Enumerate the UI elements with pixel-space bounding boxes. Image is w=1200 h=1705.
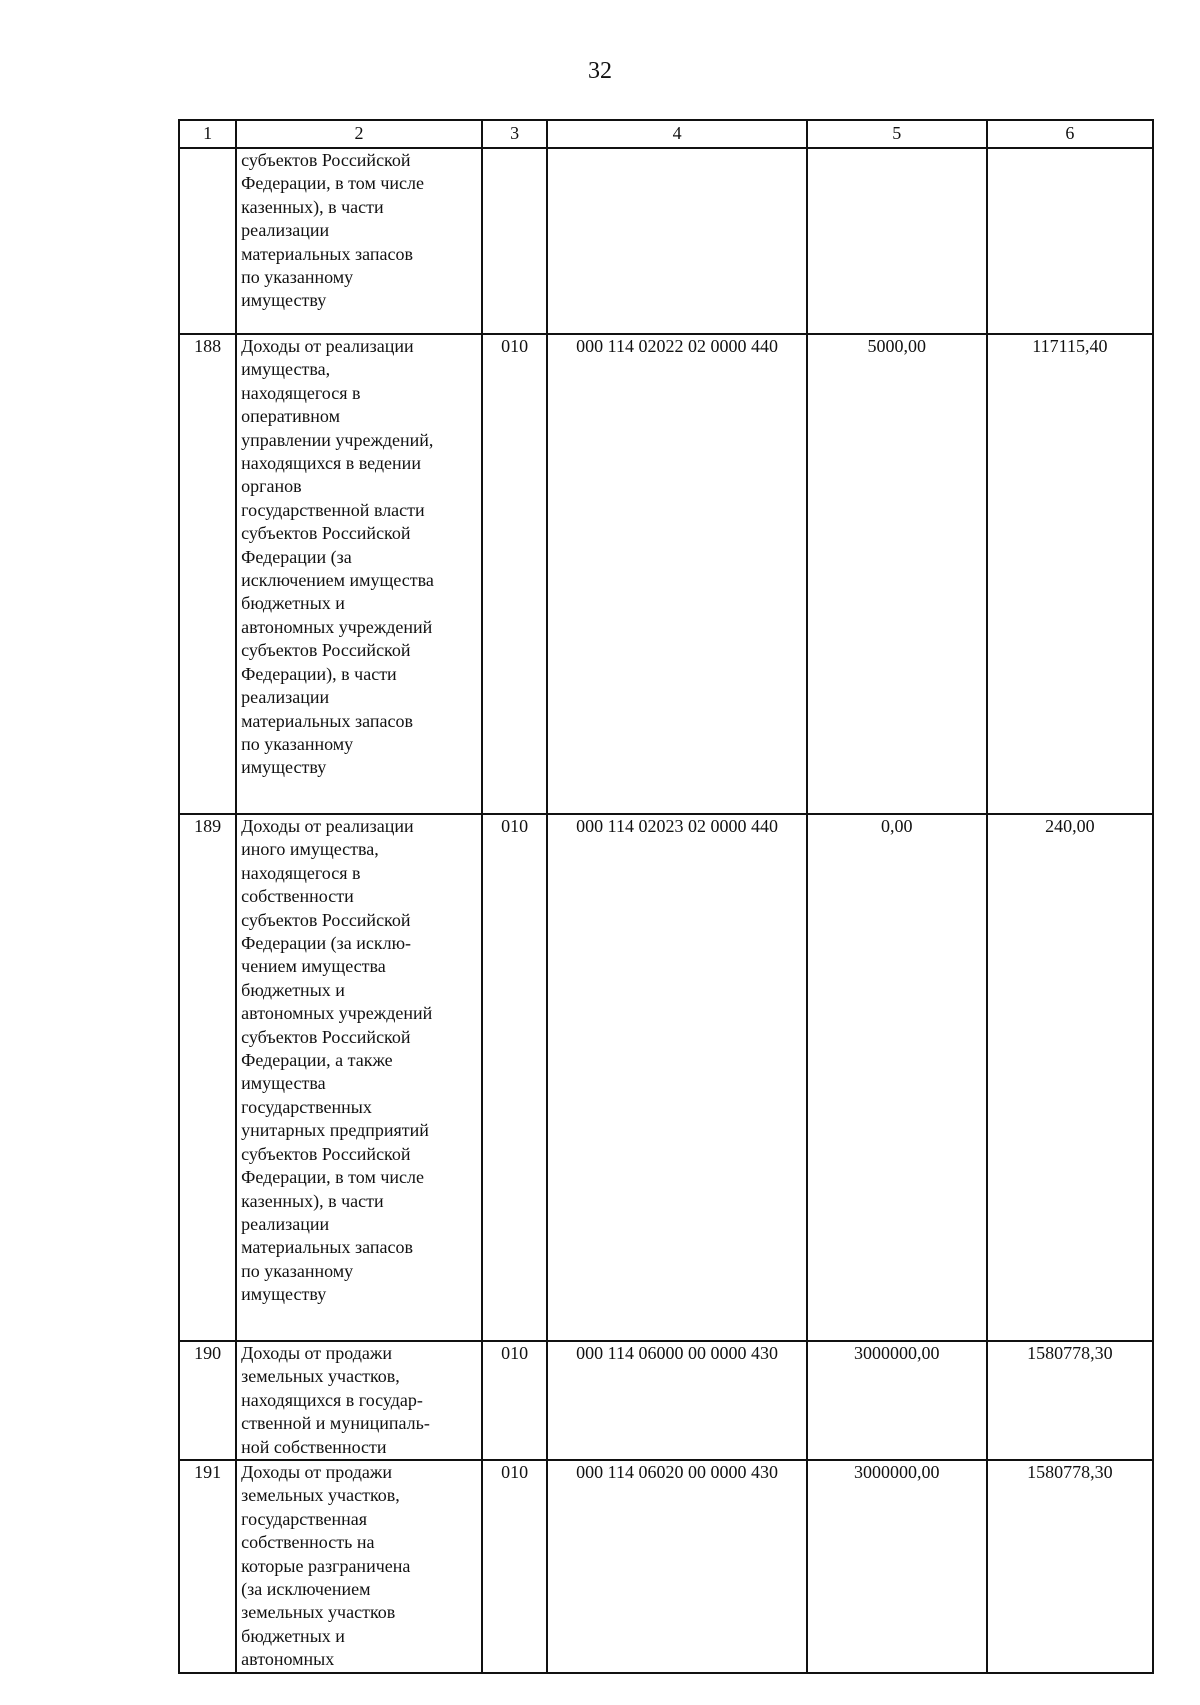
row-admin-code: 010 <box>482 334 548 814</box>
row-admin-code <box>482 148 548 334</box>
table-row <box>179 814 1153 1341</box>
row-number: 191 <box>179 1460 236 1673</box>
column-header: 6 <box>987 120 1153 148</box>
row-description: Доходы от продажи земельных участков, находящихся в государ- ственной и муниципаль- ной собственности <box>236 1341 482 1460</box>
column-header: 5 <box>807 120 987 148</box>
column-header: 1 <box>179 120 236 148</box>
row-admin-code: 010 <box>482 1460 548 1673</box>
row-number <box>179 148 236 334</box>
row-planned-amount: 3000000,00 <box>807 1460 987 1673</box>
page-number: 32 <box>588 58 612 84</box>
row-description: Доходы от продажи земельных участков, государственная собственность на которые разграничена (за исключением земельных участков бюджетных и автономных <box>236 1460 482 1673</box>
revenue-table <box>178 119 1154 1674</box>
table-row <box>179 1341 1153 1460</box>
row-actual-amount: 1580778,30 <box>987 1341 1153 1460</box>
row-planned-amount: 0,00 <box>807 814 987 1341</box>
row-number: 188 <box>179 334 236 814</box>
row-description: Доходы от реализации имущества, находящегося в оперативном управлении учреждений, находящихся в ведении органов государственной власти субъектов Российской Федерации (за исключением имущества бюджетных и автономных учреждений субъектов Российской Федерации), в части реализации материальных запасов по указанному имуществу <box>236 334 482 814</box>
row-actual-amount: 117115,40 <box>987 334 1153 814</box>
row-actual-amount <box>987 148 1153 334</box>
row-actual-amount: 240,00 <box>987 814 1153 1341</box>
row-number: 190 <box>179 1341 236 1460</box>
row-description: Доходы от реализации иного имущества, находящегося в собственности субъектов Российской Федерации (за исклю- чением имущества бюджетных и автономных учреждений субъектов Российской Федерации, а также имущества государственных унитарных предприятий субъектов Российской Федерации, в том числе казенных), в части реализации материальных запасов по указанному имуществу <box>236 814 482 1341</box>
column-header: 2 <box>236 120 482 148</box>
table-header-row <box>179 120 1153 148</box>
row-budget-code: 000 114 06000 00 0000 430 <box>547 1341 806 1460</box>
row-budget-code: 000 114 06020 00 0000 430 <box>547 1460 806 1673</box>
row-admin-code: 010 <box>482 814 548 1341</box>
table-row <box>179 1460 1153 1673</box>
table-row <box>179 148 1153 334</box>
table-row <box>179 334 1153 814</box>
row-planned-amount: 3000000,00 <box>807 1341 987 1460</box>
row-planned-amount <box>807 148 987 334</box>
row-budget-code <box>547 148 806 334</box>
row-description: субъектов Российской Федерации, в том числе казенных), в части реализации материальных запасов по указанному имуществу <box>236 148 482 334</box>
column-header: 4 <box>547 120 806 148</box>
row-number: 189 <box>179 814 236 1341</box>
row-admin-code: 010 <box>482 1341 548 1460</box>
row-budget-code: 000 114 02022 02 0000 440 <box>547 334 806 814</box>
row-planned-amount: 5000,00 <box>807 334 987 814</box>
row-actual-amount: 1580778,30 <box>987 1460 1153 1673</box>
column-header: 3 <box>482 120 548 148</box>
row-budget-code: 000 114 02023 02 0000 440 <box>547 814 806 1341</box>
